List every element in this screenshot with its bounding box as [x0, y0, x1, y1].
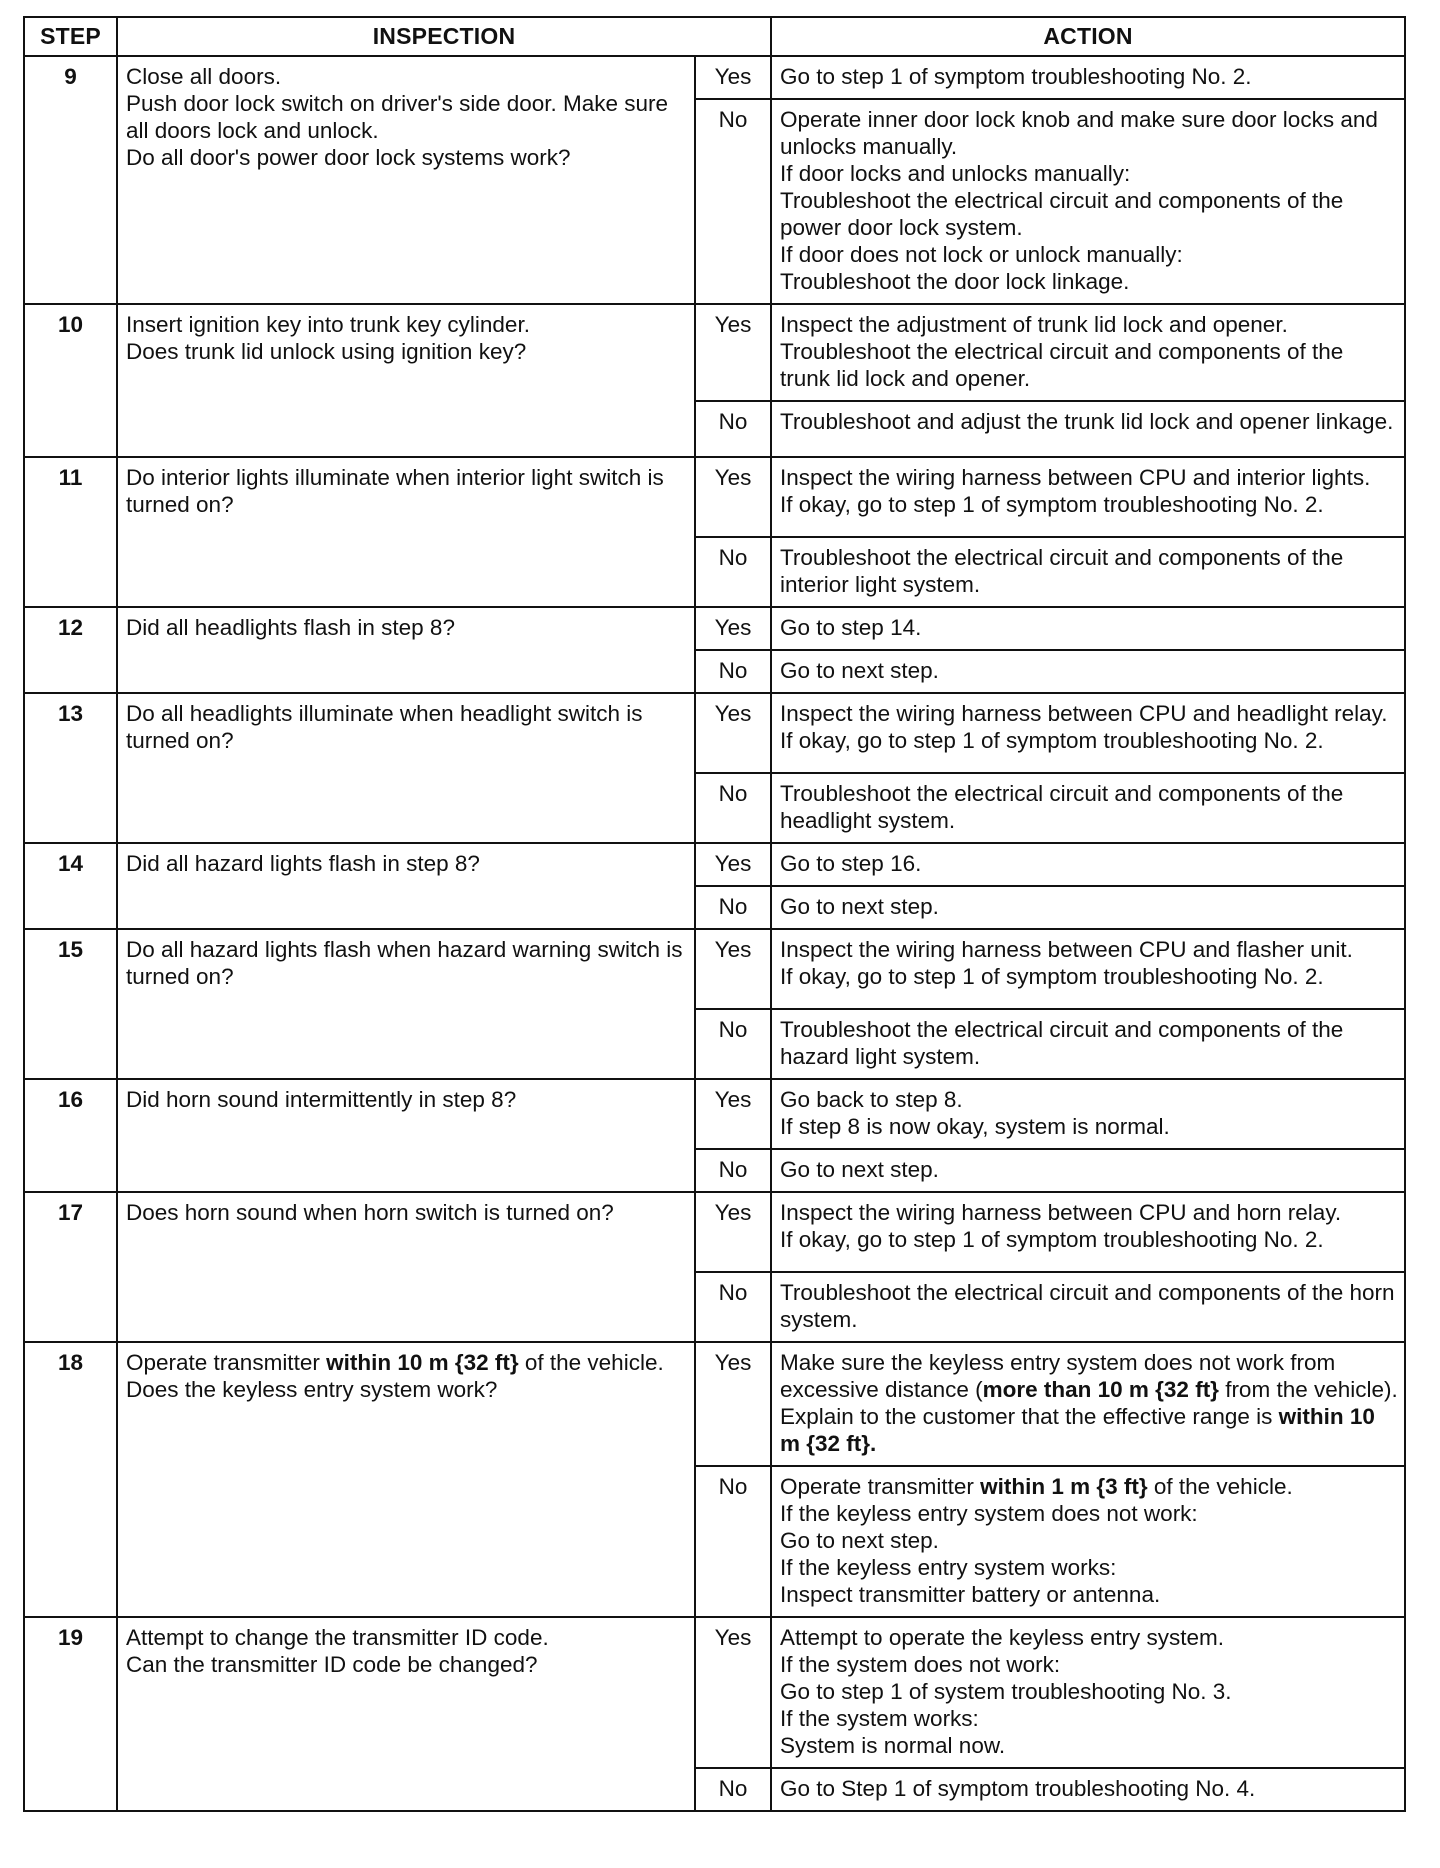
inspection-cell	[117, 304, 695, 457]
text-segment: of the vehicle.	[518, 1350, 664, 1375]
inspection-line: Did horn sound intermittently in step 8?	[126, 1087, 517, 1112]
answer-no: No	[695, 401, 771, 457]
action-no-line: If the keyless entry system works:	[780, 1555, 1117, 1580]
action-yes-cell	[771, 1079, 1405, 1149]
table-row-step-14	[24, 843, 1405, 886]
action-yes-line: Inspect the wiring harness between CPU and headlight relay.	[780, 701, 1388, 726]
action-no-line: Go to next step.	[780, 1528, 939, 1553]
action-yes-line: If the system does not work:	[780, 1652, 1061, 1677]
action-yes-cell	[771, 56, 1405, 99]
action-yes-line: Go to step 14.	[780, 615, 922, 640]
inspection-cell	[117, 693, 695, 843]
answer-no: No	[695, 1768, 771, 1811]
action-no-line: Troubleshoot the electrical circuit and components of the power door lock system.	[780, 188, 1344, 240]
action-no-line: Operate inner door lock knob and make sure door locks and unlocks manually.	[780, 107, 1378, 159]
inspection-cell	[117, 1192, 695, 1342]
answer-yes: Yes	[695, 1342, 771, 1466]
action-yes-cell	[771, 1617, 1405, 1768]
action-yes-cell	[771, 1342, 1405, 1466]
action-no-line: If the keyless entry system does not work:	[780, 1501, 1198, 1526]
action-yes-line: If okay, go to step 1 of symptom troubleshooting No. 2.	[780, 1227, 1324, 1252]
text-segment: of the vehicle.	[1147, 1474, 1293, 1499]
inspection-line: Attempt to change the transmitter ID code.	[126, 1625, 549, 1650]
table-row-step-17	[24, 1192, 1405, 1272]
step-number: 18	[24, 1342, 117, 1617]
action-no-cell	[771, 1272, 1405, 1342]
step-number: 9	[24, 56, 117, 304]
action-yes-line: If the system works:	[780, 1706, 979, 1731]
action-yes-line: Go to step 1 of symptom troubleshooting No. 2.	[780, 64, 1252, 89]
table-row-step-9	[24, 56, 1405, 99]
action-yes-line: Go to step 16.	[780, 851, 922, 876]
action-yes-line: If okay, go to step 1 of symptom troubleshooting No. 2.	[780, 492, 1324, 517]
action-no-line: Troubleshoot the electrical circuit and components of the headlight system.	[780, 781, 1344, 833]
answer-no: No	[695, 99, 771, 304]
inspection-line: Does trunk lid unlock using ignition key?	[126, 339, 527, 364]
text-segment: Operate transmitter	[780, 1474, 981, 1499]
answer-no: No	[695, 537, 771, 607]
inspection-cell	[117, 843, 695, 929]
bold-spec-text: more than 10 m {32 ft}	[982, 1377, 1219, 1402]
step-number: 17	[24, 1192, 117, 1342]
inspection-cell	[117, 1617, 695, 1811]
action-no-cell	[771, 773, 1405, 843]
action-yes-cell	[771, 304, 1405, 401]
troubleshooting-table	[23, 16, 1406, 1812]
action-yes-line: Go to step 1 of system troubleshooting No. 3.	[780, 1679, 1232, 1704]
action-yes-line: Go back to step 8.	[780, 1087, 963, 1112]
action-yes-cell	[771, 843, 1405, 886]
inspection-line: Do all door's power door lock systems work?	[126, 145, 571, 170]
inspection-line: Do interior lights illuminate when interior light switch is turned on?	[126, 465, 664, 517]
inspection-line: Push door lock switch on driver's side door. Make sure all doors lock and unlock.	[126, 91, 669, 143]
answer-yes: Yes	[695, 457, 771, 537]
step-number: 11	[24, 457, 117, 607]
text-segment: Operate transmitter	[126, 1350, 327, 1375]
inspection-line: Does horn sound when horn switch is turned on?	[126, 1200, 614, 1225]
action-no-line: Troubleshoot and adjust the trunk lid lock and opener linkage.	[780, 409, 1394, 434]
answer-no: No	[695, 886, 771, 929]
inspection-cell	[117, 1342, 695, 1617]
action-yes-cell	[771, 693, 1405, 773]
step-column-header: STEP	[24, 17, 117, 56]
inspection-cell	[117, 607, 695, 693]
inspection-cell	[117, 1079, 695, 1192]
action-yes-line: Inspect the adjustment of trunk lid lock and opener.	[780, 312, 1288, 337]
action-column-header: ACTION	[771, 17, 1405, 56]
step-number: 16	[24, 1079, 117, 1192]
action-no-cell	[771, 1768, 1405, 1811]
action-no-cell	[771, 886, 1405, 929]
answer-yes: Yes	[695, 693, 771, 773]
inspection-cell	[117, 929, 695, 1079]
answer-no: No	[695, 1272, 771, 1342]
text-segment: Make sure the keyless entry system does not work from excessive distance (	[780, 1350, 1336, 1402]
answer-no: No	[695, 650, 771, 693]
table-row-step-16	[24, 1079, 1405, 1149]
inspection-line: Do all hazard lights flash when hazard warning switch is turned on?	[126, 937, 683, 989]
action-yes-cell	[771, 1192, 1405, 1272]
table-row-step-15	[24, 929, 1405, 1009]
action-no-line	[780, 1473, 1398, 1500]
answer-no: No	[695, 1149, 771, 1192]
table-row-step-12	[24, 607, 1405, 650]
inspection-column-header: INSPECTION	[117, 17, 771, 56]
inspection-line: Close all doors.	[126, 64, 282, 89]
answer-yes: Yes	[695, 304, 771, 401]
step-number: 14	[24, 843, 117, 929]
answer-yes: Yes	[695, 1617, 771, 1768]
inspection-line: Did all headlights flash in step 8?	[126, 615, 455, 640]
action-yes-line: If step 8 is now okay, system is normal.	[780, 1114, 1170, 1139]
action-no-cell	[771, 99, 1405, 304]
action-yes-line: Inspect the wiring harness between CPU and interior lights.	[780, 465, 1371, 490]
answer-yes: Yes	[695, 1192, 771, 1272]
answer-yes: Yes	[695, 1079, 771, 1149]
action-yes-cell	[771, 929, 1405, 1009]
action-no-cell	[771, 537, 1405, 607]
step-number: 10	[24, 304, 117, 457]
step-number: 15	[24, 929, 117, 1079]
action-no-cell	[771, 401, 1405, 457]
action-yes-line: Inspect the wiring harness between CPU and flasher unit.	[780, 937, 1353, 962]
action-yes-cell	[771, 607, 1405, 650]
inspection-line: Insert ignition key into trunk key cylinder.	[126, 312, 530, 337]
action-no-cell	[771, 1466, 1405, 1617]
action-no-cell	[771, 1149, 1405, 1192]
answer-yes: Yes	[695, 607, 771, 650]
inspection-line: Do all headlights illuminate when headlight switch is turned on?	[126, 701, 643, 753]
table-row-step-19	[24, 1617, 1405, 1768]
answer-no: No	[695, 1466, 771, 1617]
table-row-step-10	[24, 304, 1405, 401]
table-header-row	[24, 17, 1405, 56]
table-body	[24, 56, 1405, 1811]
action-no-line: Troubleshoot the electrical circuit and components of the hazard light system.	[780, 1017, 1344, 1069]
step-number: 13	[24, 693, 117, 843]
step-number: 19	[24, 1617, 117, 1811]
answer-no: No	[695, 1009, 771, 1079]
action-no-cell	[771, 650, 1405, 693]
inspection-line: Can the transmitter ID code be changed?	[126, 1652, 538, 1677]
action-no-line: Inspect transmitter battery or antenna.	[780, 1582, 1161, 1607]
action-yes-line: Attempt to operate the keyless entry system.	[780, 1625, 1224, 1650]
answer-yes: Yes	[695, 56, 771, 99]
action-yes-line	[780, 1349, 1398, 1457]
inspection-line: Does the keyless entry system work?	[126, 1377, 498, 1402]
table-row-step-13	[24, 693, 1405, 773]
action-yes-cell	[771, 457, 1405, 537]
action-yes-line: If okay, go to step 1 of symptom troubleshooting No. 2.	[780, 964, 1324, 989]
bold-spec-text: within 10 m {32 ft}	[326, 1350, 519, 1375]
action-yes-line: Troubleshoot the electrical circuit and components of the trunk lid lock and opener.	[780, 339, 1344, 391]
action-no-line: Troubleshoot the electrical circuit and components of the interior light system.	[780, 545, 1344, 597]
text-segment: from the vehicle). Explain to the customer that the effective range is	[780, 1377, 1398, 1429]
inspection-line: Did all hazard lights flash in step 8?	[126, 851, 480, 876]
action-no-line: Go to next step.	[780, 1157, 939, 1182]
inspection-cell	[117, 457, 695, 607]
action-no-line: Troubleshoot the electrical circuit and components of the horn system.	[780, 1280, 1395, 1332]
answer-yes: Yes	[695, 929, 771, 1009]
answer-yes: Yes	[695, 843, 771, 886]
bold-spec-text: within 1 m {3 ft}	[980, 1474, 1148, 1499]
step-number: 12	[24, 607, 117, 693]
inspection-cell	[117, 56, 695, 304]
action-no-line: If door does not lock or unlock manually:	[780, 242, 1183, 267]
table-row-step-18	[24, 1342, 1405, 1466]
action-no-line: Go to next step.	[780, 894, 939, 919]
action-no-line: Go to Step 1 of symptom troubleshooting No. 4.	[780, 1776, 1256, 1801]
action-yes-line: If okay, go to step 1 of symptom troubleshooting No. 2.	[780, 728, 1324, 753]
bold-spec-text: within 10 m {32 ft}.	[780, 1404, 1375, 1456]
answer-no: No	[695, 773, 771, 843]
action-no-line: Go to next step.	[780, 658, 939, 683]
inspection-line	[126, 1349, 688, 1376]
action-no-line: If door locks and unlocks manually:	[780, 161, 1131, 186]
action-yes-line: System is normal now.	[780, 1733, 1006, 1758]
action-yes-line: Inspect the wiring harness between CPU and horn relay.	[780, 1200, 1342, 1225]
table-row-step-11	[24, 457, 1405, 537]
action-no-line: Troubleshoot the door lock linkage.	[780, 269, 1130, 294]
action-no-cell	[771, 1009, 1405, 1079]
